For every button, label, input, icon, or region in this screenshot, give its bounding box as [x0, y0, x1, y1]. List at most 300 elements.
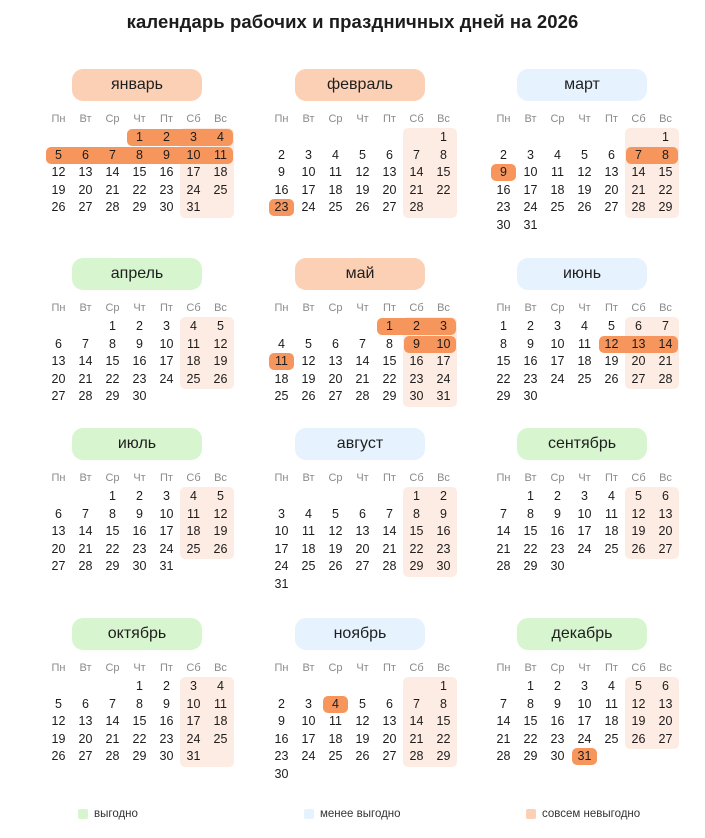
day-cell: 22	[132, 182, 147, 197]
month-1	[45, 69, 235, 259]
weekday-label: Пн	[496, 662, 511, 674]
day-cell: 30	[409, 389, 424, 403]
day-cell: 21	[78, 371, 93, 386]
day-cell: 12	[604, 336, 619, 351]
day-cell: 11	[329, 165, 342, 179]
day-cell: 26	[301, 389, 316, 403]
day-cell: 8	[413, 506, 420, 521]
day-cell: 12	[631, 696, 646, 711]
day-cell: 24	[436, 371, 451, 386]
day-cell: 14	[496, 714, 511, 728]
day-cell: 22	[105, 371, 120, 386]
weekday-label: Ср	[550, 472, 565, 484]
weekday-label: Сб	[409, 472, 424, 484]
day-cell: 21	[355, 371, 370, 386]
day-cell: 25	[577, 371, 592, 386]
weekday-label: Вт	[302, 472, 315, 484]
weekday-label: Пт	[383, 113, 396, 125]
day-cell: 25	[604, 731, 619, 746]
month-9	[490, 428, 680, 618]
day-cell: 9	[413, 336, 420, 351]
day-cell: 10	[186, 147, 201, 162]
day-cell: 3	[163, 319, 170, 333]
day-cell: 12	[328, 524, 343, 538]
day-cell: 16	[496, 182, 511, 197]
day-cell: 20	[631, 354, 646, 368]
day-cell: 19	[51, 182, 66, 197]
weekday-label: Вт	[302, 662, 315, 674]
day-cell: 15	[132, 714, 147, 728]
month-10	[45, 618, 235, 808]
day-cell: 27	[51, 389, 66, 403]
day-cell: 25	[550, 200, 565, 214]
weekday-label: Сб	[409, 302, 424, 314]
day-cell: 17	[436, 354, 451, 368]
day-cell: 23	[159, 731, 174, 746]
day-cell: 15	[409, 524, 424, 538]
month-name: сентябрь	[517, 428, 647, 460]
day-cell: 16	[436, 524, 451, 538]
weekday-label: Вт	[524, 302, 537, 314]
weekday-label: Чт	[578, 302, 591, 314]
day-cell: 5	[581, 147, 588, 162]
day-cell: 16	[132, 354, 147, 368]
month-5	[268, 258, 458, 448]
day-cell: 6	[608, 147, 615, 162]
day-cell: 23	[274, 749, 289, 763]
day-cell: 3	[440, 319, 447, 333]
day-cell: 27	[658, 541, 673, 556]
day-cell: 26	[51, 749, 66, 763]
weekday-label: Чт	[356, 302, 369, 314]
day-cell: 7	[82, 506, 89, 521]
day-cell: 24	[577, 731, 592, 746]
day-cell: 6	[386, 147, 393, 162]
day-cell: 25	[274, 389, 289, 403]
day-cell: 1	[662, 130, 669, 144]
day-cell: 9	[136, 336, 143, 351]
weekday-label: Пн	[496, 472, 511, 484]
weekday-label: Пт	[605, 662, 618, 674]
day-cell: 8	[109, 336, 116, 351]
day-cell: 14	[409, 714, 424, 728]
day-cell: 20	[355, 541, 370, 556]
day-cell: 29	[658, 200, 673, 214]
day-cell: 5	[359, 696, 366, 711]
days-grid	[45, 488, 235, 618]
day-cell: 22	[523, 731, 538, 746]
weekday-label: Сб	[186, 662, 201, 674]
day-cell: 19	[631, 714, 646, 728]
month-name: октябрь	[72, 618, 202, 650]
day-cell: 15	[436, 165, 451, 179]
day-cell: 3	[163, 489, 170, 503]
day-cell: 5	[217, 319, 224, 333]
weekday-label: Сб	[631, 472, 646, 484]
day-cell: 23	[496, 200, 511, 214]
day-cell: 20	[78, 182, 93, 197]
day-cell: 13	[328, 354, 343, 368]
day-cell: 17	[523, 182, 538, 197]
day-cell: 30	[496, 217, 511, 232]
weekday-label: Пт	[383, 662, 396, 674]
day-cell: 28	[496, 559, 511, 573]
day-cell: 25	[186, 371, 201, 386]
month-name: ноябрь	[295, 618, 425, 650]
day-cell: 19	[577, 182, 592, 197]
weekday-label: Сб	[631, 113, 646, 125]
day-cell: 2	[278, 147, 285, 162]
day-cell: 19	[213, 524, 228, 538]
day-cell: 12	[213, 506, 228, 521]
day-cell: 11	[302, 524, 315, 538]
weekday-label: Чт	[133, 113, 146, 125]
day-cell: 1	[109, 319, 116, 333]
day-cell: 20	[51, 371, 66, 386]
weekday-label: Чт	[133, 302, 146, 314]
day-cell: 24	[159, 371, 174, 386]
day-cell: 6	[55, 506, 62, 521]
day-cell: 21	[105, 182, 120, 197]
day-cell: 15	[436, 714, 451, 728]
weekday-header	[490, 302, 680, 316]
day-cell: 31	[523, 217, 538, 232]
day-cell: 17	[301, 731, 316, 746]
day-cell: 27	[78, 749, 93, 763]
weekday-label: Сб	[186, 472, 201, 484]
day-cell: 23	[436, 541, 451, 556]
day-cell: 30	[159, 200, 174, 214]
day-cell: 17	[301, 182, 316, 197]
day-cell: 5	[635, 489, 642, 503]
day-cell: 15	[382, 354, 397, 368]
day-cell: 30	[132, 559, 147, 573]
day-cell: 4	[554, 147, 561, 162]
day-cell: 7	[500, 696, 507, 711]
day-cell: 27	[355, 559, 370, 573]
weekday-header	[268, 472, 458, 486]
day-cell: 16	[132, 524, 147, 538]
day-cell: 23	[274, 200, 289, 214]
month-name: март	[517, 69, 647, 101]
day-cell: 7	[635, 147, 642, 162]
page-title: календарь рабочих и праздничных дней на 2026	[126, 11, 579, 32]
day-cell: 17	[577, 714, 592, 728]
day-cell: 14	[105, 714, 120, 728]
weekday-label: Ср	[328, 302, 343, 314]
day-cell: 19	[51, 731, 66, 746]
day-cell: 7	[413, 696, 420, 711]
day-cell: 1	[109, 489, 116, 503]
weekday-label: Вс	[659, 302, 672, 314]
day-cell: 1	[527, 489, 534, 503]
weekday-label: Ср	[550, 302, 565, 314]
day-cell: 13	[382, 165, 397, 179]
day-cell: 17	[274, 541, 289, 556]
day-cell: 13	[51, 354, 66, 368]
days-grid	[45, 678, 235, 808]
day-cell: 28	[496, 749, 511, 763]
day-cell: 26	[577, 200, 592, 214]
day-cell: 3	[305, 696, 312, 711]
weekday-label: Пн	[51, 302, 66, 314]
days-grid	[45, 129, 235, 259]
weekday-label: Пн	[51, 113, 66, 125]
day-cell: 4	[608, 489, 615, 503]
day-cell: 21	[631, 182, 646, 197]
day-cell: 3	[278, 506, 285, 521]
day-cell: 29	[382, 389, 397, 403]
days-grid	[268, 129, 458, 259]
day-cell: 31	[186, 200, 201, 214]
day-cell: 28	[409, 749, 424, 763]
day-cell: 11	[187, 506, 200, 521]
day-cell: 17	[550, 354, 565, 368]
day-cell: 31	[186, 749, 201, 763]
day-cell: 3	[305, 147, 312, 162]
day-cell: 24	[186, 731, 201, 746]
day-cell: 6	[662, 679, 669, 693]
day-cell: 14	[105, 165, 120, 179]
day-cell: 17	[186, 714, 201, 728]
day-cell: 24	[301, 749, 316, 763]
day-cell: 30	[550, 749, 565, 763]
day-cell: 24	[159, 541, 174, 556]
day-cell: 6	[635, 319, 642, 333]
day-cell: 4	[581, 319, 588, 333]
day-cell: 15	[496, 354, 511, 368]
day-cell: 18	[550, 182, 565, 197]
day-cell: 29	[132, 200, 147, 214]
day-cell: 12	[577, 165, 592, 179]
day-cell: 28	[78, 559, 93, 573]
month-name: февраль	[295, 69, 425, 101]
day-cell: 29	[436, 749, 451, 763]
day-cell: 11	[578, 336, 591, 351]
weekday-header	[490, 472, 680, 486]
day-cell: 25	[328, 749, 343, 763]
day-cell: 14	[382, 524, 397, 538]
weekday-label: Сб	[186, 302, 201, 314]
month-7	[45, 428, 235, 618]
day-cell: 5	[217, 489, 224, 503]
day-cell: 25	[604, 541, 619, 556]
day-cell: 19	[355, 182, 370, 197]
weekday-header	[45, 302, 235, 316]
day-cell: 22	[132, 731, 147, 746]
weekday-label: Вс	[437, 662, 450, 674]
day-cell: 8	[662, 147, 669, 162]
day-cell: 3	[581, 679, 588, 693]
day-cell: 2	[163, 679, 170, 693]
day-cell: 3	[554, 319, 561, 333]
weekday-label: Вс	[214, 472, 227, 484]
day-cell: 9	[500, 165, 507, 179]
day-cell: 18	[186, 354, 201, 368]
month-12	[490, 618, 680, 808]
day-cell: 31	[274, 576, 289, 591]
weekday-label: Вс	[659, 113, 672, 125]
day-cell: 5	[332, 506, 339, 521]
day-cell: 5	[55, 696, 62, 711]
weekday-label: Пт	[160, 113, 173, 125]
day-cell: 26	[631, 731, 646, 746]
day-cell: 1	[413, 489, 420, 503]
day-cell: 17	[159, 524, 174, 538]
day-cell: 1	[440, 130, 447, 144]
day-cell: 1	[500, 319, 507, 333]
day-cell: 20	[382, 731, 397, 746]
day-cell: 6	[662, 489, 669, 503]
weekday-label: Ср	[550, 662, 565, 674]
weekday-label: Чт	[578, 472, 591, 484]
month-3	[490, 69, 680, 259]
weekday-label: Сб	[631, 662, 646, 674]
month-name: январь	[72, 69, 202, 101]
day-cell: 30	[274, 766, 289, 781]
day-cell: 20	[78, 731, 93, 746]
day-cell: 21	[496, 731, 511, 746]
day-cell: 24	[301, 200, 316, 214]
day-cell: 7	[359, 336, 366, 351]
day-cell: 2	[163, 130, 170, 144]
weekday-label: Чт	[356, 472, 369, 484]
day-cell: 20	[51, 541, 66, 556]
day-cell: 10	[436, 336, 451, 351]
day-cell: 23	[523, 371, 538, 386]
day-cell: 21	[105, 731, 120, 746]
day-cell: 20	[658, 524, 673, 538]
day-cell: 15	[105, 354, 120, 368]
weekday-label: Вс	[659, 662, 672, 674]
day-cell: 16	[550, 524, 565, 538]
day-cell: 11	[329, 714, 342, 728]
weekday-label: Ср	[105, 662, 120, 674]
day-cell: 19	[604, 354, 619, 368]
weekday-label: Вс	[437, 113, 450, 125]
day-cell: 25	[213, 731, 228, 746]
day-cell: 28	[631, 200, 646, 214]
weekday-label: Вт	[524, 472, 537, 484]
day-cell: 10	[186, 696, 201, 711]
day-cell: 23	[132, 371, 147, 386]
day-cell: 13	[604, 165, 619, 179]
day-cell: 4	[190, 319, 197, 333]
day-cell: 15	[105, 524, 120, 538]
day-cell: 21	[382, 541, 397, 556]
day-cell: 8	[440, 147, 447, 162]
weekday-label: Ср	[105, 302, 120, 314]
day-cell: 29	[523, 559, 538, 573]
month-name: июнь	[517, 258, 647, 290]
weekday-label: Пт	[383, 472, 396, 484]
day-cell: 31	[159, 559, 174, 573]
day-cell: 8	[527, 506, 534, 521]
day-cell: 4	[190, 489, 197, 503]
day-cell: 22	[436, 731, 451, 746]
day-cell: 26	[355, 200, 370, 214]
day-cell: 2	[554, 679, 561, 693]
day-cell: 10	[577, 696, 592, 711]
day-cell: 7	[662, 319, 669, 333]
day-cell: 6	[332, 336, 339, 351]
weekday-label: Вт	[302, 113, 315, 125]
day-cell: 5	[55, 147, 62, 162]
day-cell: 10	[274, 524, 289, 538]
day-cell: 9	[163, 147, 170, 162]
day-cell: 22	[523, 541, 538, 556]
day-cell: 4	[217, 130, 224, 144]
weekday-header	[45, 113, 235, 127]
weekday-label: Вт	[79, 662, 92, 674]
day-cell: 12	[631, 506, 646, 521]
weekday-label: Сб	[631, 302, 646, 314]
legend-swatch	[304, 809, 314, 819]
day-cell: 2	[136, 489, 143, 503]
day-cell: 10	[301, 165, 316, 179]
weekday-label: Вт	[524, 662, 537, 674]
legend-label: выгодно	[94, 808, 138, 820]
day-cell: 9	[278, 714, 285, 728]
day-cell: 13	[658, 696, 673, 711]
day-cell: 28	[355, 389, 370, 403]
day-cell: 24	[577, 541, 592, 556]
day-cell: 31	[577, 749, 592, 763]
weekday-label: Чт	[578, 662, 591, 674]
weekday-label: Пн	[51, 472, 66, 484]
day-cell: 2	[527, 319, 534, 333]
day-cell: 3	[190, 130, 197, 144]
weekday-label: Вт	[79, 302, 92, 314]
day-cell: 6	[386, 696, 393, 711]
day-cell: 19	[355, 731, 370, 746]
month-name: август	[295, 428, 425, 460]
weekday-label: Пн	[274, 113, 289, 125]
legend-swatch	[526, 809, 536, 819]
weekday-label: Вт	[79, 472, 92, 484]
month-6	[490, 258, 680, 448]
month-11	[268, 618, 458, 808]
day-cell: 13	[355, 524, 370, 538]
day-cell: 22	[496, 371, 511, 386]
weekday-label: Ср	[105, 113, 120, 125]
day-cell: 11	[605, 696, 618, 711]
day-cell: 29	[496, 389, 511, 403]
day-cell: 17	[577, 524, 592, 538]
days-grid	[490, 488, 680, 618]
day-cell: 19	[328, 541, 343, 556]
weekday-label: Чт	[133, 662, 146, 674]
day-cell: 20	[658, 714, 673, 728]
day-cell: 16	[159, 165, 174, 179]
day-cell: 5	[608, 319, 615, 333]
legend	[0, 806, 705, 822]
weekday-header	[45, 662, 235, 676]
weekday-label: Вт	[302, 302, 315, 314]
day-cell: 2	[554, 489, 561, 503]
day-cell: 14	[78, 524, 93, 538]
day-cell: 18	[301, 541, 316, 556]
weekday-label: Пт	[605, 302, 618, 314]
day-cell: 22	[382, 371, 397, 386]
day-cell: 1	[386, 319, 393, 333]
day-cell: 16	[550, 714, 565, 728]
day-cell: 12	[51, 165, 66, 179]
day-cell: 8	[136, 696, 143, 711]
weekday-header	[268, 662, 458, 676]
day-cell: 28	[105, 749, 120, 763]
day-cell: 24	[523, 200, 538, 214]
